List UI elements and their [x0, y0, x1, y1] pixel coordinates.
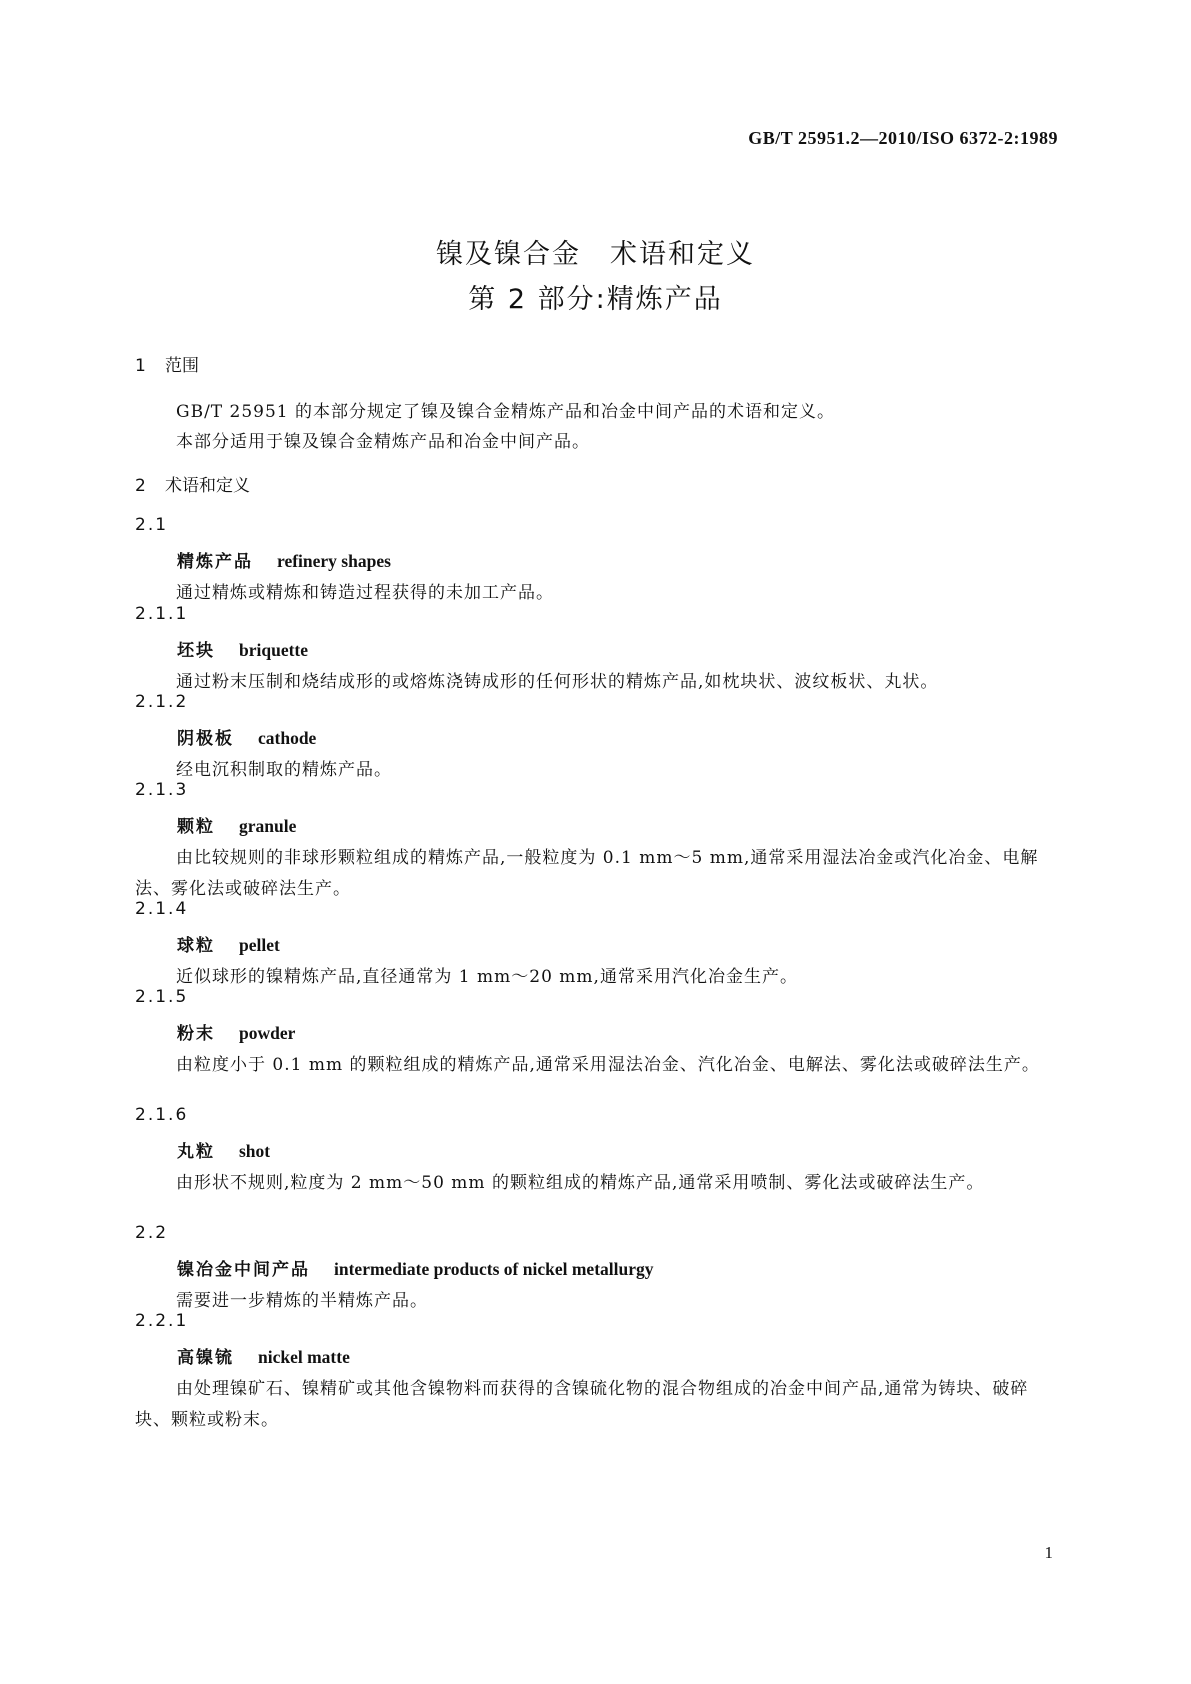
term-chinese: 粉末	[177, 1024, 215, 1044]
term-english: briquette	[239, 640, 309, 660]
section-number: 2	[135, 476, 146, 496]
term-definition: 由形状不规则,粒度为 2 mm～50 mm 的颗粒组成的精炼产品,通常采用喷制、雾化法或破碎法生产。	[176, 1173, 985, 1193]
term-english: nickel matte	[258, 1347, 350, 1367]
term-english: cathode	[258, 728, 317, 748]
term-chinese: 高镍锍	[177, 1348, 234, 1368]
term-heading	[177, 1137, 270, 1162]
term-number: 2.2	[135, 1223, 169, 1243]
term-english: powder	[239, 1023, 296, 1043]
term-definition: 由比较规则的非球形颗粒组成的精炼产品,一般粒度为 0.1 mm～5 mm,通常采用湿法冶金或汽化冶金、电解法、雾化法或破碎法生产。	[135, 848, 1039, 899]
scope-paragraph: 本部分适用于镍及镍合金精炼产品和冶金中间产品。	[176, 432, 590, 452]
term-definition: 需要进一步精炼的半精炼产品。	[176, 1291, 428, 1311]
term-chinese: 球粒	[177, 936, 215, 956]
document-subtitle: 第 2 部分:精炼产品	[468, 284, 723, 315]
term-number: 2.1.3	[135, 780, 189, 800]
term-definition: 经电沉积制取的精炼产品。	[176, 760, 392, 780]
term-chinese: 阴极板	[177, 729, 234, 749]
term-english: pellet	[239, 935, 280, 955]
scope-paragraph: GB/T 25951 的本部分规定了镍及镍合金精炼产品和冶金中间产品的术语和定义。	[176, 402, 836, 422]
section-number: 1	[135, 356, 146, 376]
section-title: 术语和定义	[165, 476, 250, 496]
term-number: 2.1	[135, 515, 169, 535]
term-heading	[177, 1343, 350, 1368]
term-heading	[177, 636, 308, 661]
term-definition: 通过粉末压制和烧结成形的或熔炼浇铸成形的任何形状的精炼产品,如枕块状、波纹板状、丸状。	[176, 672, 939, 692]
term-english: refinery shapes	[277, 551, 391, 571]
term-heading	[177, 724, 316, 749]
term-definition: 由处理镍矿石、镍精矿或其他含镍物料而获得的含镍硫化物的混合物组成的冶金中间产品,通常为铸块、破碎块、颗粒或粉末。	[135, 1379, 1029, 1430]
term-definition: 近似球形的镍精炼产品,直径通常为 1 mm～20 mm,通常采用汽化冶金生产。	[176, 967, 798, 987]
term-chinese: 坯块	[177, 641, 215, 661]
term-number: 2.1.4	[135, 899, 189, 919]
page-number: 1	[1044, 1543, 1053, 1562]
section-heading-scope	[135, 351, 199, 376]
term-heading	[177, 931, 280, 956]
term-english: granule	[239, 816, 297, 836]
term-english: shot	[239, 1141, 271, 1161]
section-heading-terms	[135, 471, 250, 496]
term-definition: 由粒度小于 0.1 mm 的颗粒组成的精炼产品,通常采用湿法冶金、汽化冶金、电解法、雾化法或破碎法生产。	[176, 1055, 1040, 1075]
term-heading	[177, 547, 391, 572]
document-code: GB/T 25951.2—2010/ISO 6372-2:1989	[748, 128, 1058, 148]
term-chinese: 丸粒	[177, 1142, 215, 1162]
term-heading	[177, 1019, 295, 1044]
term-chinese: 精炼产品	[177, 552, 253, 572]
term-number: 2.1.1	[135, 604, 189, 624]
term-english: intermediate products of nickel metallurgy	[334, 1259, 654, 1279]
term-number: 2.2.1	[135, 1311, 189, 1331]
document-title: 镍及镍合金 术语和定义	[436, 239, 755, 270]
section-title: 范围	[165, 356, 199, 376]
term-number: 2.1.6	[135, 1105, 189, 1125]
term-chinese: 颗粒	[177, 817, 215, 837]
term-definition: 通过精炼或精炼和铸造过程获得的未加工产品。	[176, 583, 554, 603]
term-heading	[177, 1255, 654, 1280]
term-number: 2.1.2	[135, 692, 189, 712]
term-number: 2.1.5	[135, 987, 189, 1007]
term-chinese: 镍冶金中间产品	[177, 1260, 310, 1280]
term-heading	[177, 812, 296, 837]
